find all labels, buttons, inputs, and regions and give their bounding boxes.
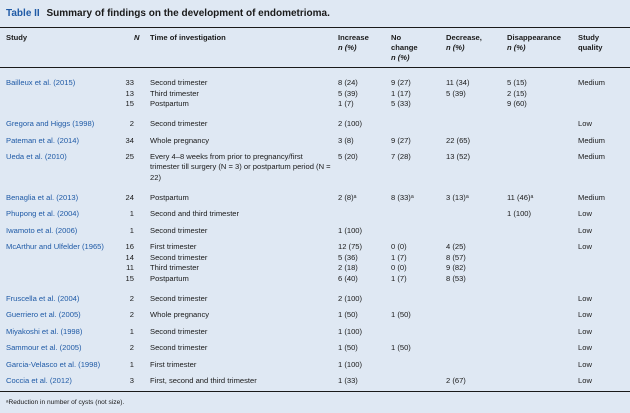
cell-quality: Low	[578, 310, 592, 319]
cell-quality: Medium	[578, 136, 606, 145]
cell-decrease: 8 (57)	[446, 253, 466, 262]
cell-decrease: 13 (52)	[446, 152, 471, 161]
cell-nochange: 0 (0)	[391, 263, 407, 272]
cell-quality: Medium	[578, 152, 606, 161]
cell-nochange: 1 (7)	[391, 274, 407, 283]
cell-n: 2	[129, 119, 134, 128]
cell-time: Second trimester	[150, 253, 208, 262]
cell-increase: 5 (39)	[338, 89, 358, 98]
cell-time: Every 4–8 weeks from prior to pregnancy/first trimester till surgery (N = 3) or postpartum period (N = 22)	[150, 152, 331, 182]
cell-decrease: 2 (67)	[446, 376, 466, 385]
cell-nochange: 0 (0)	[391, 242, 407, 251]
cell-study: Miyakoshi et al. (1998)	[6, 327, 83, 336]
header-increase-l2: n (%)	[338, 42, 357, 52]
cell-nochange: 9 (27)	[391, 136, 411, 145]
cell-n: 1	[129, 327, 134, 336]
header-quality-l1: Study	[578, 33, 600, 42]
cell-increase: 5 (36)	[338, 253, 358, 262]
bottom-rule	[0, 391, 630, 392]
cell-quality: Low	[578, 360, 592, 369]
header-decrease-l1: Decrease,	[446, 33, 482, 42]
table-label: Table II	[6, 8, 40, 19]
cell-n: 1	[129, 226, 134, 235]
cell-decrease: 11 (34)	[446, 78, 470, 87]
top-rule	[0, 27, 630, 28]
header-nochange	[391, 33, 418, 62]
footnote: ᵃReduction in number of cysts (not size).	[6, 399, 125, 406]
cell-nochange: 1 (17)	[391, 89, 411, 98]
cell-increase: 8 (24)	[338, 78, 358, 87]
cell-study: Ueda et al. (2010)	[6, 152, 67, 161]
cell-study: Iwamoto et al. (2006)	[6, 226, 78, 235]
cell-time: First, second and third trimester	[150, 376, 257, 385]
cell-study: Pateman et al. (2014)	[6, 136, 80, 145]
cell-decrease: 3 (13)ᵃ	[446, 193, 469, 202]
cell-study: Benaglia et al. (2013)	[6, 193, 79, 202]
header-n: N	[134, 33, 140, 42]
cell-n: 24	[125, 193, 134, 202]
cell-n: 1	[129, 360, 134, 369]
cell-quality: Low	[578, 209, 592, 218]
cell-study: Garcia-Velasco et al. (1998)	[6, 360, 101, 369]
cell-time: Second trimester	[150, 226, 208, 235]
cell-n: 15	[125, 99, 134, 108]
header-decrease-l2: n (%)	[446, 42, 465, 52]
cell-nochange: 1 (7)	[391, 253, 407, 262]
cell-study: Coccia et al. (2012)	[6, 376, 72, 385]
cell-time: First trimester	[150, 242, 197, 251]
cell-increase: 1 (50)	[338, 343, 358, 352]
cell-study: Gregora and Higgs (1998)	[6, 119, 95, 128]
cell-increase: 1 (33)	[338, 376, 358, 385]
cell-n: 25	[125, 152, 134, 161]
cell-nochange: 9 (27)	[391, 78, 411, 87]
cell-disappearance: 5 (15)	[507, 78, 527, 87]
cell-quality: Medium	[578, 78, 606, 87]
cell-n: 1	[129, 209, 134, 218]
cell-n: 34	[125, 136, 134, 145]
cell-increase: 5 (20)	[338, 152, 358, 161]
cell-n: 16	[125, 242, 134, 251]
cell-increase: 1 (100)	[338, 360, 363, 369]
cell-quality: Low	[578, 242, 592, 251]
cell-increase: 1 (100)	[338, 327, 363, 336]
cell-quality: Low	[578, 327, 592, 336]
table-title: Summary of findings on the development of endometrioma.	[46, 8, 330, 19]
cell-increase: 2 (8)ᵃ	[338, 193, 357, 202]
cell-quality: Low	[578, 119, 592, 128]
header-rule	[0, 67, 630, 68]
header-nochange-l3: n (%)	[391, 52, 410, 62]
cell-decrease: 9 (82)	[446, 263, 466, 272]
cell-quality: Low	[578, 294, 592, 303]
cell-time: Postpartum	[150, 274, 189, 283]
cell-n: 15	[125, 274, 134, 283]
cell-increase: 3 (8)	[338, 136, 354, 145]
header-decrease	[446, 33, 482, 53]
cell-increase: 2 (100)	[338, 119, 363, 128]
cell-n: 11	[126, 263, 134, 272]
cell-n: 3	[129, 376, 134, 385]
cell-increase: 2 (100)	[338, 294, 363, 303]
cell-disappearance: 11 (46)ᵃ	[507, 193, 534, 202]
header-study: Study	[6, 33, 28, 42]
cell-time: Second trimester	[150, 294, 208, 303]
cell-disappearance: 9 (60)	[507, 99, 527, 108]
cell-disappearance: 2 (15)	[507, 89, 527, 98]
cell-decrease: 8 (53)	[446, 274, 466, 283]
cell-time: Postpartum	[150, 193, 189, 202]
cell-n: 14	[125, 253, 134, 262]
cell-study: Guerriero et al. (2005)	[6, 310, 81, 319]
cell-time: Whole pregnancy	[150, 310, 210, 319]
cell-study: McArthur and Ulfelder (1965)	[6, 242, 104, 251]
cell-disappearance: 1 (100)	[507, 209, 532, 218]
cell-time: Second trimester	[150, 78, 208, 87]
header-time: Time of investigation	[150, 33, 226, 42]
cell-n: 13	[125, 89, 134, 98]
header-quality	[578, 33, 602, 53]
cell-nochange: 7 (28)	[391, 152, 411, 161]
cell-n: 2	[129, 310, 134, 319]
cell-nochange: 5 (33)	[391, 99, 411, 108]
cell-quality: Low	[578, 376, 592, 385]
header-disappearance	[507, 33, 561, 53]
cell-increase: 2 (18)	[338, 263, 358, 272]
header-nochange-l2: change	[391, 42, 418, 52]
table-caption	[6, 8, 330, 19]
header-increase	[338, 33, 369, 53]
cell-time: First trimester	[150, 360, 197, 369]
cell-increase: 1 (100)	[338, 226, 363, 235]
cell-increase: 12 (75)	[338, 242, 363, 251]
header-nochange-l1: No	[391, 33, 402, 42]
cell-time: Second trimester	[150, 119, 208, 128]
cell-decrease: 4 (25)	[446, 242, 466, 251]
cell-n: 33	[125, 78, 134, 87]
cell-quality: Low	[578, 226, 592, 235]
cell-nochange: 1 (50)	[391, 310, 411, 319]
cell-quality: Medium	[578, 193, 606, 202]
cell-time: Third trimester	[150, 89, 199, 98]
cell-n: 2	[129, 294, 134, 303]
cell-quality: Low	[578, 343, 592, 352]
header-increase-l1: Increase	[338, 33, 369, 42]
header-disappearance-l2: n (%)	[507, 42, 526, 52]
cell-increase: 1 (7)	[338, 99, 354, 108]
cell-time: Third trimester	[150, 263, 199, 272]
cell-study: Bailleux et al. (2015)	[6, 78, 76, 87]
cell-time: Postpartum	[150, 99, 189, 108]
header-quality-l2: quality	[578, 42, 603, 52]
cell-nochange: 1 (50)	[391, 343, 411, 352]
header-disappearance-l1: Disappearance	[507, 33, 562, 42]
cell-study: Phupong et al. (2004)	[6, 209, 80, 218]
cell-nochange: 8 (33)ᵃ	[391, 193, 414, 202]
cell-time: Second trimester	[150, 327, 208, 336]
cell-n: 2	[129, 343, 134, 352]
cell-study: Fruscella et al. (2004)	[6, 294, 80, 303]
cell-study: Sammour et al. (2005)	[6, 343, 82, 352]
cell-time: Second trimester	[150, 343, 208, 352]
cell-decrease: 22 (65)	[446, 136, 471, 145]
cell-increase: 6 (40)	[338, 274, 358, 283]
cell-time: Second and third trimester	[150, 209, 240, 218]
cell-increase: 1 (50)	[338, 310, 358, 319]
cell-decrease: 5 (39)	[446, 89, 466, 98]
cell-time: Whole pregnancy	[150, 136, 210, 145]
